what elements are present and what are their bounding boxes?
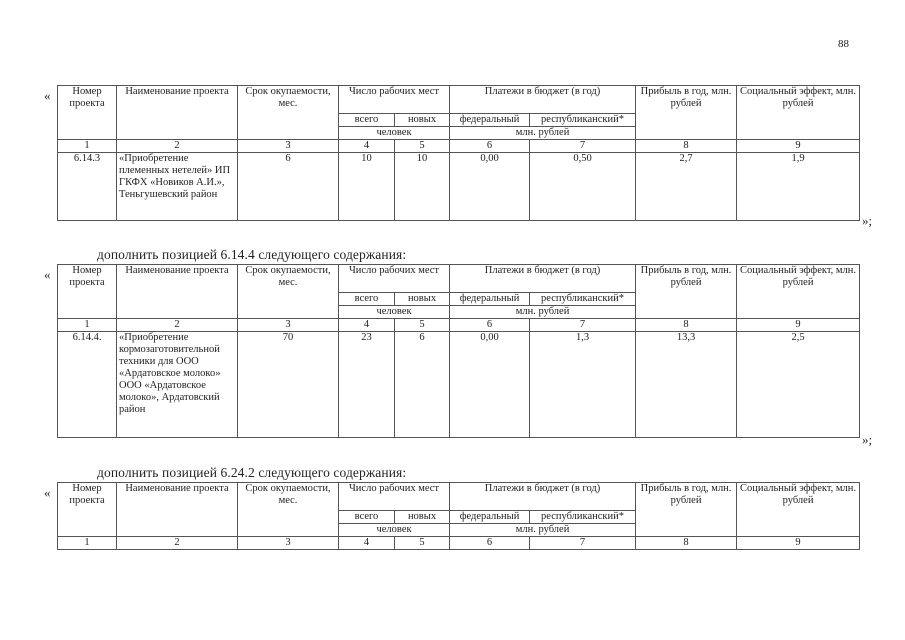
- column-number: 1: [58, 140, 117, 153]
- header-social-effect: Социальный эффект, млн. рублей: [737, 483, 860, 537]
- table-position-6-14-3: [57, 85, 860, 221]
- column-number: 9: [737, 319, 860, 332]
- column-number: 1: [58, 319, 117, 332]
- column-number: 8: [636, 140, 737, 153]
- column-number: 4: [339, 319, 395, 332]
- header-republic: республиканский*: [530, 114, 636, 127]
- row-federal: 0,00: [450, 153, 530, 221]
- header-unit-people: человек: [339, 127, 450, 140]
- table-position-6-14-4: [57, 264, 860, 438]
- column-number: 2: [117, 537, 238, 550]
- column-number: 4: [339, 537, 395, 550]
- column-number: 3: [238, 319, 339, 332]
- column-number-row: [58, 537, 860, 550]
- column-number: 5: [395, 140, 450, 153]
- header-republic: республиканский*: [530, 293, 636, 306]
- header-unit-money: млн. рублей: [450, 306, 636, 319]
- header-jobs-new: новых: [395, 114, 450, 127]
- row-jobs-total: 10: [339, 153, 395, 221]
- intro-text-6-14-4: дополнить позицией 6.14.4 следующего содержания:: [97, 247, 407, 262]
- header-project-number: Номер проекта: [58, 86, 117, 140]
- row-payback: 70: [238, 332, 339, 438]
- opening-quote: «: [44, 485, 51, 500]
- header-budget-payments: Платежи в бюджет (в год): [450, 483, 636, 511]
- column-number: 7: [530, 140, 636, 153]
- column-number: 8: [636, 319, 737, 332]
- header-budget-payments: Платежи в бюджет (в год): [450, 86, 636, 114]
- header-project-number: Номер проекта: [58, 265, 117, 319]
- column-number: 3: [238, 140, 339, 153]
- opening-quote: «: [44, 267, 51, 282]
- column-number: 9: [737, 537, 860, 550]
- header-social-effect: Социальный эффект, млн. рублей: [737, 265, 860, 319]
- column-number: 7: [530, 537, 636, 550]
- header-jobs: Число рабочих мест: [339, 483, 450, 511]
- column-number: 6: [450, 319, 530, 332]
- column-number: 3: [238, 537, 339, 550]
- row-jobs-new: 10: [395, 153, 450, 221]
- row-payback: 6: [238, 153, 339, 221]
- row-project-name: «Приобретение племенных нетелей» ИП ГКФХ «Новиков А.И.», Теньгушевский район: [117, 153, 238, 221]
- header-jobs-total: всего: [339, 293, 395, 306]
- column-number-row: [58, 319, 860, 332]
- header-jobs: Число рабочих мест: [339, 86, 450, 114]
- column-number: 8: [636, 537, 737, 550]
- header-budget-payments: Платежи в бюджет (в год): [450, 265, 636, 293]
- column-number: 6: [450, 140, 530, 153]
- column-number: 2: [117, 140, 238, 153]
- header-project-name: Наименование проекта: [117, 265, 238, 319]
- column-number-row: [58, 140, 860, 153]
- row-project-number: 6.14.4.: [58, 332, 117, 438]
- row-social-effect: 2,5: [737, 332, 860, 438]
- header-federal: федеральный: [450, 114, 530, 127]
- column-number: 2: [117, 319, 238, 332]
- header-unit-people: человек: [339, 524, 450, 537]
- header-project-number: Номер проекта: [58, 483, 117, 537]
- header-jobs-new: новых: [395, 293, 450, 306]
- header-unit-people: человек: [339, 306, 450, 319]
- column-number: 7: [530, 319, 636, 332]
- header-profit: Прибыль в год, млн. рублей: [636, 265, 737, 319]
- row-jobs-total: 23: [339, 332, 395, 438]
- header-republic: республиканский*: [530, 511, 636, 524]
- row-jobs-new: 6: [395, 332, 450, 438]
- header-jobs-new: новых: [395, 511, 450, 524]
- column-number: 5: [395, 537, 450, 550]
- header-payback: Срок окупаемости, мес.: [238, 483, 339, 537]
- opening-quote: «: [44, 88, 51, 103]
- row-project-number: 6.14.3: [58, 153, 117, 221]
- page-number: 88: [838, 38, 849, 50]
- closing-quote: »;: [862, 213, 873, 228]
- header-profit: Прибыль в год, млн. рублей: [636, 86, 737, 140]
- table-position-6-24-2: [57, 482, 860, 550]
- header-jobs: Число рабочих мест: [339, 265, 450, 293]
- row-republic: 0,50: [530, 153, 636, 221]
- row-profit: 13,3: [636, 332, 737, 438]
- row-republic: 1,3: [530, 332, 636, 438]
- closing-quote: »;: [862, 432, 873, 447]
- column-number: 6: [450, 537, 530, 550]
- column-number: 4: [339, 140, 395, 153]
- column-number: 9: [737, 140, 860, 153]
- row-project-name: «Приобретение кормозаготовительной техники для ООО «Ардатовское молоко» ООО «Ардатовское молоко», Ардатовский район: [117, 332, 238, 438]
- header-social-effect: Социальный эффект, млн. рублей: [737, 86, 860, 140]
- row-federal: 0,00: [450, 332, 530, 438]
- header-federal: федеральный: [450, 511, 530, 524]
- header-profit: Прибыль в год, млн. рублей: [636, 483, 737, 537]
- header-project-name: Наименование проекта: [117, 86, 238, 140]
- table-row: [58, 332, 860, 438]
- header-federal: федеральный: [450, 293, 530, 306]
- header-unit-money: млн. рублей: [450, 524, 636, 537]
- column-number: 1: [58, 537, 117, 550]
- row-profit: 2,7: [636, 153, 737, 221]
- header-payback: Срок окупаемости, мес.: [238, 86, 339, 140]
- column-number: 5: [395, 319, 450, 332]
- header-jobs-total: всего: [339, 114, 395, 127]
- intro-text-6-24-2: дополнить позицией 6.24.2 следующего содержания:: [97, 465, 407, 480]
- header-payback: Срок окупаемости, мес.: [238, 265, 339, 319]
- header-jobs-total: всего: [339, 511, 395, 524]
- table-row: [58, 153, 860, 221]
- row-social-effect: 1,9: [737, 153, 860, 221]
- header-project-name: Наименование проекта: [117, 483, 238, 537]
- header-unit-money: млн. рублей: [450, 127, 636, 140]
